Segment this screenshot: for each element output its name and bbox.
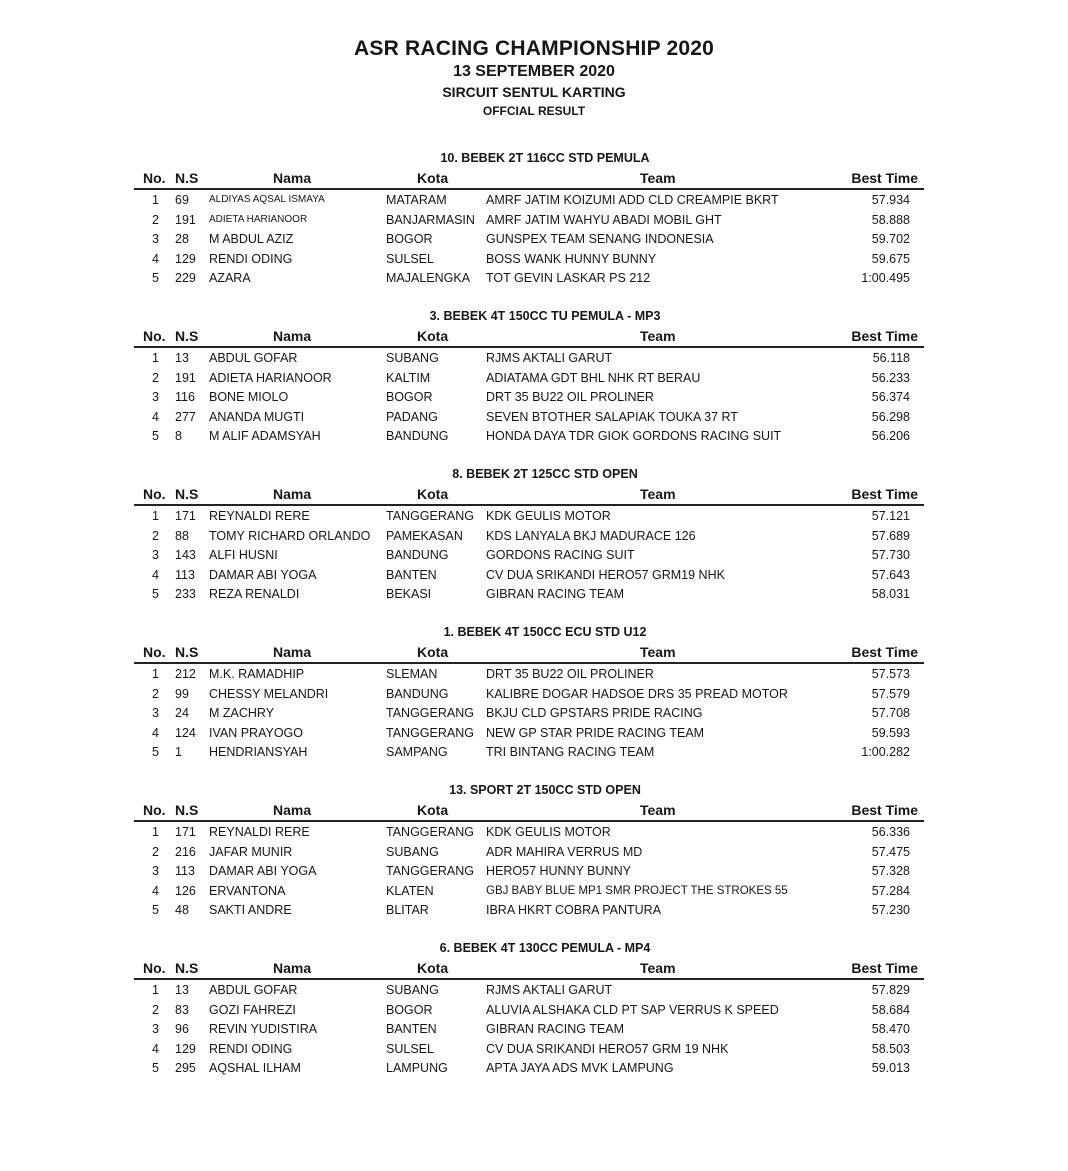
city: LAMPUNG [386, 1061, 448, 1076]
best-time: 56.374 [871, 390, 910, 405]
position: 2 [152, 370, 159, 385]
team-name: AMRF JATIM WAHYU ABADI MOBIL GHT [486, 212, 722, 227]
start-number: 233 [175, 587, 196, 602]
race-class-title: 13. SPORT 2T 150CC STD OPEN [449, 783, 641, 797]
race-class-table [134, 464, 924, 604]
position: 2 [152, 528, 159, 543]
column-headers [134, 484, 924, 506]
table-row [134, 407, 924, 427]
column-header-ns: N.S [175, 486, 199, 502]
column-header-kota: Kota [417, 170, 449, 186]
race-class-table [134, 306, 924, 446]
column-header-nama: Nama [273, 960, 312, 976]
start-number: 171 [175, 509, 196, 523]
column-header-no: No. [143, 644, 166, 660]
team-name: KALIBRE DOGAR HADSOE DRS 35 PREAD MOTOR [486, 686, 788, 701]
start-number: 126 [175, 883, 196, 898]
team-name: KDK GEULIS MOTOR [486, 509, 611, 523]
column-header-no: No. [143, 328, 166, 344]
column-headers [134, 326, 924, 348]
column-header-team: Team [640, 960, 676, 976]
table-row [134, 1039, 924, 1059]
city: TANGGERANG [386, 706, 474, 721]
city: PAMEKASAN [386, 528, 463, 543]
table-row [134, 545, 924, 565]
city: KLATEN [386, 883, 434, 898]
column-header-best-time: Best Time [851, 802, 918, 818]
city: SULSEL [386, 251, 434, 266]
document-header [0, 36, 1068, 120]
start-number: 191 [175, 370, 196, 385]
column-header-best-time: Best Time [851, 328, 918, 344]
city: BEKASI [386, 587, 432, 602]
column-header-kota: Kota [417, 328, 449, 344]
column-header-kota: Kota [417, 960, 449, 976]
start-number: 116 [175, 390, 195, 405]
table-row [134, 526, 924, 546]
city: BANDUNG [386, 548, 449, 563]
start-number: 113 [175, 864, 195, 879]
best-time: 59.675 [871, 251, 910, 266]
start-number: 124 [175, 725, 196, 740]
table-row [134, 387, 924, 407]
start-number: 212 [175, 667, 196, 681]
start-number: 1 [175, 745, 182, 760]
team-name: APTA JAYA ADS MVK LAMPUNG [486, 1061, 674, 1076]
table-row [134, 861, 924, 881]
position: 4 [152, 725, 159, 740]
rider-name: ALFI HUSNI [209, 548, 278, 563]
column-header-best-time: Best Time [851, 170, 918, 186]
position: 2 [152, 686, 159, 701]
city: BOGOR [386, 1002, 433, 1017]
best-time: 56.298 [871, 409, 910, 424]
start-number: 295 [175, 1061, 196, 1076]
column-header-team: Team [640, 170, 676, 186]
race-class-title: 6. BEBEK 4T 130CC PEMULA - MP4 [439, 941, 651, 955]
race-class-table [134, 780, 924, 920]
position: 2 [152, 844, 159, 859]
team-name: BOSS WANK HUNNY BUNNY [486, 251, 657, 266]
rider-name: ERVANTONA [209, 883, 286, 898]
team-name: GIBRAN RACING TEAM [486, 587, 624, 602]
rider-name: ADIETA HARIANOOR [209, 370, 332, 385]
table-row [134, 506, 924, 526]
rider-name: HENDRIANSYAH [209, 745, 308, 760]
start-number: 129 [175, 1041, 196, 1056]
column-header-ns: N.S [175, 170, 199, 186]
start-number: 88 [175, 528, 189, 543]
best-time: 56.233 [871, 370, 910, 385]
rider-name: ABDUL GOFAR [209, 983, 298, 997]
city: BANTEN [386, 1022, 437, 1037]
best-time: 56.118 [872, 351, 910, 365]
start-number: 48 [175, 903, 189, 918]
start-number: 113 [175, 567, 195, 582]
start-number: 69 [175, 193, 189, 207]
table-row [134, 1019, 924, 1039]
team-name: HERO57 HUNNY BUNNY [486, 864, 631, 879]
column-header-team: Team [640, 486, 676, 502]
rider-name: M ZACHRY [209, 706, 275, 721]
table-row [134, 229, 924, 249]
column-header-nama: Nama [273, 328, 312, 344]
table-row [134, 900, 924, 920]
rider-name: M.K. RAMADHIP [209, 667, 305, 681]
column-header-ns: N.S [175, 328, 199, 344]
rider-name: JAFAR MUNIR [209, 844, 293, 859]
position: 3 [152, 1022, 159, 1037]
city: TANGGERANG [386, 509, 474, 523]
best-time: 58.888 [871, 212, 910, 227]
start-number: 216 [175, 844, 196, 859]
column-header-no: No. [143, 802, 166, 818]
table-row [134, 268, 924, 288]
best-time: 58.031 [871, 587, 910, 602]
best-time: 57.284 [871, 883, 910, 898]
table-row [134, 1000, 924, 1020]
team-name: TOT GEVIN LASKAR PS 212 [486, 271, 651, 286]
position: 4 [152, 1041, 159, 1056]
start-number: 24 [175, 706, 189, 721]
position: 3 [152, 390, 159, 405]
column-header-nama: Nama [273, 644, 312, 660]
team-name: RJMS AKTALI GARUT [486, 351, 613, 365]
team-name: GIBRAN RACING TEAM [486, 1022, 624, 1037]
city: TANGGERANG [386, 725, 474, 740]
rider-name: M ALIF ADAMSYAH [209, 429, 321, 444]
best-time: 59.702 [871, 232, 910, 247]
start-number: 28 [175, 232, 189, 247]
official-result-label: OFFCIAL RESULT [482, 104, 586, 118]
best-time: 56.206 [871, 429, 910, 444]
city: PADANG [386, 409, 438, 424]
team-name: ALUVIA ALSHAKA CLD PT SAP VERRUS K SPEED [486, 1002, 779, 1017]
position: 2 [152, 1002, 159, 1017]
team-name: BKJU CLD GPSTARS PRIDE RACING [486, 706, 703, 721]
column-header-nama: Nama [273, 802, 312, 818]
position: 4 [152, 251, 159, 266]
best-time: 59.013 [871, 1061, 910, 1076]
rider-name: RENDI ODING [209, 251, 293, 266]
city: BOGOR [386, 390, 433, 405]
rider-name: AZARA [209, 271, 251, 286]
position: 5 [152, 271, 159, 286]
best-time: 58.684 [871, 1002, 910, 1017]
rider-name: CHESSY MELANDRI [209, 686, 329, 701]
event-date: 13 SEPTEMBER 2020 [453, 63, 615, 80]
start-number: 99 [175, 686, 189, 701]
best-time: 59.593 [871, 725, 910, 740]
team-name: GORDONS RACING SUIT [486, 548, 635, 563]
position: 3 [152, 864, 159, 879]
race-class-title: 8. BEBEK 2T 125CC STD OPEN [452, 467, 638, 481]
best-time: 57.730 [871, 548, 910, 563]
rider-name: BONE MIOLO [209, 390, 289, 405]
table-row [134, 723, 924, 743]
city: BANTEN [386, 567, 437, 582]
race-class-table [134, 622, 924, 762]
team-name: RJMS AKTALI GARUT [486, 983, 613, 997]
team-name: HONDA DAYA TDR GIOK GORDONS RACING SUIT [486, 429, 782, 444]
team-name: CV DUA SRIKANDI HERO57 GRM19 NHK [486, 567, 725, 582]
start-number: 277 [175, 409, 196, 424]
table-row [134, 980, 924, 1000]
table-row [134, 881, 924, 901]
column-headers [134, 958, 924, 980]
column-header-best-time: Best Time [851, 644, 918, 660]
city: SLEMAN [386, 667, 438, 681]
city: BANJARMASIN [386, 212, 475, 227]
table-row [134, 249, 924, 269]
column-header-kota: Kota [417, 802, 449, 818]
table-row [134, 822, 924, 842]
start-number: 229 [175, 271, 196, 286]
team-name: TRI BINTANG RACING TEAM [486, 745, 655, 760]
table-row [134, 348, 924, 368]
rider-name: DAMAR ABI YOGA [209, 567, 317, 582]
city: BOGOR [386, 232, 433, 247]
city: BANDUNG [386, 686, 449, 701]
column-header-no: No. [143, 960, 166, 976]
table-row [134, 1058, 924, 1078]
city: MATARAM [386, 193, 447, 207]
team-name: KDS LANYALA BKJ MADURACE 126 [486, 528, 696, 543]
team-name: KDK GEULIS MOTOR [486, 825, 611, 839]
best-time: 1:00.495 [861, 271, 910, 286]
column-headers [134, 800, 924, 822]
column-header-ns: N.S [175, 802, 199, 818]
rider-name: AQSHAL ILHAM [209, 1061, 301, 1076]
start-number: 143 [175, 548, 196, 563]
race-class-title: 1. BEBEK 4T 150CC ECU STD U12 [443, 625, 647, 639]
start-number: 129 [175, 251, 196, 266]
position: 1 [152, 193, 159, 207]
column-headers [134, 642, 924, 664]
rider-name: ANANDA MUGTI [209, 409, 305, 424]
table-row [134, 584, 924, 604]
column-header-team: Team [640, 328, 676, 344]
team-name: NEW GP STAR PRIDE RACING TEAM [486, 725, 705, 740]
position: 1 [152, 983, 159, 997]
column-header-team: Team [640, 644, 676, 660]
team-name: DRT 35 BU22 OIL PROLINER [486, 390, 654, 405]
team-name: ADIATAMA GDT BHL NHK RT BERAU [486, 370, 701, 385]
best-time: 56.336 [871, 825, 910, 839]
best-time: 57.643 [871, 567, 910, 582]
rider-name: GOZI FAHREZI [209, 1002, 296, 1017]
rider-name: REZA RENALDI [209, 587, 300, 602]
column-header-ns: N.S [175, 960, 199, 976]
start-number: 191 [175, 212, 196, 227]
best-time: 57.689 [871, 528, 910, 543]
team-name: CV DUA SRIKANDI HERO57 GRM 19 NHK [486, 1041, 729, 1056]
position: 3 [152, 706, 159, 721]
position: 4 [152, 409, 159, 424]
best-time: 58.503 [871, 1041, 910, 1056]
column-header-no: No. [143, 486, 166, 502]
table-row [134, 190, 924, 210]
column-header-kota: Kota [417, 486, 449, 502]
start-number: 83 [175, 1002, 189, 1017]
position: 4 [152, 567, 159, 582]
table-row [134, 368, 924, 388]
column-header-ns: N.S [175, 644, 199, 660]
table-row [134, 426, 924, 446]
start-number: 13 [175, 351, 189, 365]
race-class-title: 3. BEBEK 4T 150CC TU PEMULA - MP3 [429, 309, 661, 323]
best-time: 57.121 [871, 509, 910, 523]
best-time: 57.573 [871, 667, 910, 681]
column-header-best-time: Best Time [851, 486, 918, 502]
position: 2 [152, 212, 159, 227]
rider-name: RENDI ODING [209, 1041, 293, 1056]
best-time: 57.230 [871, 903, 910, 918]
table-row [134, 684, 924, 704]
position: 1 [152, 509, 159, 523]
position: 5 [152, 1061, 159, 1076]
start-number: 13 [175, 983, 189, 997]
race-class-table [134, 938, 924, 1078]
position: 5 [152, 903, 159, 918]
position: 1 [152, 825, 159, 839]
table-row [134, 210, 924, 230]
column-header-nama: Nama [273, 170, 312, 186]
position: 5 [152, 429, 159, 444]
city: TANGGERANG [386, 825, 474, 839]
rider-name: ALDIYAS AQSAL ISMAYA [209, 194, 325, 205]
city: SUBANG [386, 351, 439, 365]
position: 5 [152, 745, 159, 760]
rider-name: REYNALDI RERE [209, 825, 310, 839]
city: KALTIM [386, 370, 431, 385]
position: 5 [152, 587, 159, 602]
team-name: IBRA HKRT COBRA PANTURA [486, 903, 662, 918]
column-header-kota: Kota [417, 644, 449, 660]
table-row [134, 664, 924, 684]
best-time: 57.475 [871, 844, 910, 859]
start-number: 96 [175, 1022, 189, 1037]
best-time: 57.708 [871, 706, 910, 721]
best-time: 57.328 [871, 864, 910, 879]
rider-name: DAMAR ABI YOGA [209, 864, 317, 879]
table-row [134, 565, 924, 585]
team-name: DRT 35 BU22 OIL PROLINER [486, 667, 654, 681]
rider-name: TOMY RICHARD ORLANDO [209, 528, 371, 543]
table-row [134, 742, 924, 762]
start-number: 8 [175, 429, 182, 444]
rider-name: REYNALDI RERE [209, 509, 310, 523]
best-time: 57.934 [871, 193, 910, 207]
rider-name: SAKTI ANDRE [209, 903, 292, 918]
city: SULSEL [386, 1041, 434, 1056]
column-headers [134, 168, 924, 190]
rider-name: ADIETA HARIANOOR [209, 213, 308, 225]
team-name: AMRF JATIM KOIZUMI ADD CLD CREAMPIE BKRT [486, 193, 779, 207]
city: BANDUNG [386, 429, 449, 444]
team-name: ADR MAHIRA VERRUS MD [486, 844, 643, 859]
position: 3 [152, 232, 159, 247]
city: MAJALENGKA [386, 271, 471, 286]
team-name: GBJ BABY BLUE MP1 SMR PROJECT THE STROKES 55 [486, 884, 788, 897]
best-time: 57.579 [871, 686, 910, 701]
team-name: SEVEN BTOTHER SALAPIAK TOUKA 37 RT [486, 409, 738, 424]
best-time: 1:00.282 [861, 745, 910, 760]
table-row [134, 703, 924, 723]
best-time: 57.829 [871, 983, 910, 997]
race-class-title: 10. BEBEK 2T 116CC STD PEMULA [440, 151, 650, 165]
column-header-best-time: Best Time [851, 960, 918, 976]
column-header-team: Team [640, 802, 676, 818]
city: SAMPANG [386, 745, 448, 760]
position: 3 [152, 548, 159, 563]
rider-name: M ABDUL AZIZ [209, 232, 294, 247]
rider-name: IVAN PRAYOGO [209, 725, 304, 740]
circuit-name: SIRCUIT SENTUL KARTING [442, 84, 626, 100]
city: SUBANG [386, 983, 439, 997]
position: 1 [152, 351, 159, 365]
rider-name: REVIN YUDISTIRA [209, 1022, 318, 1037]
start-number: 171 [175, 825, 196, 839]
column-header-no: No. [143, 170, 166, 186]
rider-name: ABDUL GOFAR [209, 351, 298, 365]
city: BLITAR [386, 903, 429, 918]
position: 4 [152, 883, 159, 898]
championship-title: ASR RACING CHAMPIONSHIP 2020 [354, 37, 714, 60]
city: TANGGERANG [386, 864, 474, 879]
city: SUBANG [386, 844, 439, 859]
table-row [134, 842, 924, 862]
position: 1 [152, 667, 159, 681]
best-time: 58.470 [871, 1022, 910, 1037]
column-header-nama: Nama [273, 486, 312, 502]
race-class-table [134, 148, 924, 288]
team-name: GUNSPEX TEAM SENANG INDONESIA [486, 232, 714, 247]
